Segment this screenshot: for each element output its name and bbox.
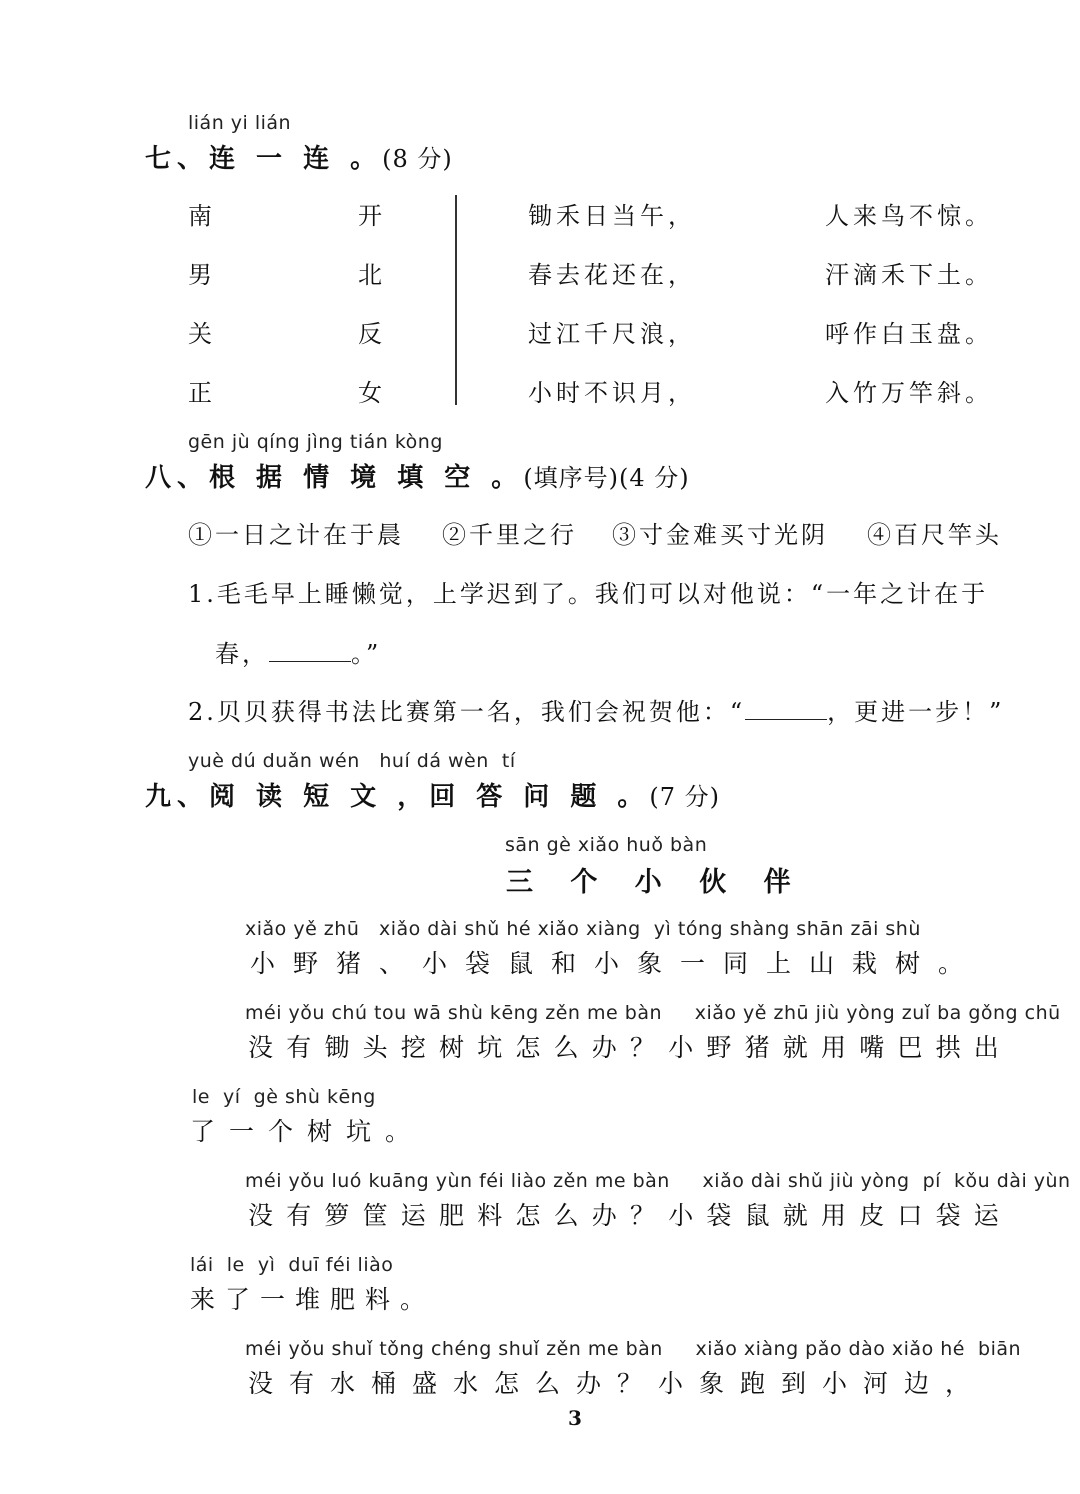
s8-option-4: ④百尺竿头	[867, 521, 1002, 549]
s7-left1-2: 关	[188, 320, 216, 348]
s8-q2-prefix: 2.贝贝获得书法比赛第一名，我们会祝贺他：“	[188, 698, 746, 726]
s8-option-3: ③寸金难买寸光阴	[612, 521, 828, 549]
s7-right1-0: 锄禾日当午，	[528, 202, 696, 230]
s7-score: (8 分)	[382, 145, 453, 173]
story-line-2-pinyin: méi yǒu chú tou wā shù kēng zěn me bàn xiǎo yě zhū jiù yòng zuǐ ba gǒng chū	[245, 1002, 1061, 1024]
s7-left1-0: 南	[188, 202, 216, 230]
story-title-pinyin: sān gè xiǎo huǒ bàn	[505, 834, 708, 856]
s7-right1-2: 过江千尺浪，	[528, 320, 696, 348]
story-title: 三 个 小 伙 伴	[506, 867, 805, 898]
s7-left2-2: 反	[358, 320, 386, 348]
s8-q1-blank[interactable]	[269, 639, 351, 662]
s7-right2-3: 入竹万竿斜。	[825, 379, 993, 407]
story-line-5-text: 来了一堆肥料。	[190, 1285, 436, 1314]
s8-option-1: ①一日之计在于晨	[188, 521, 404, 549]
s8-title: 八、根 据 情 境 填 空 。	[145, 463, 524, 493]
s8-q1-line2	[215, 634, 381, 669]
story-line-5-pinyin: lái le yì duī féi liào	[190, 1254, 394, 1276]
story-line-2-text: 没有锄头挖树坑怎么办？小野猪就用嘴巴拱出	[248, 1033, 1013, 1062]
s8-q1-prefix: 春，	[215, 640, 269, 668]
story-line-4-pinyin: méi yǒu luó kuāng yùn féi liào zěn me bàn xiǎo dài shǔ jiù yòng pí kǒu dài yùn	[245, 1170, 1071, 1192]
story-line-3-pinyin: le yí gè shù kēng	[192, 1086, 376, 1108]
story-line-3-text: 了一个树坑。	[190, 1117, 425, 1146]
s9-pinyin: yuè dú duǎn wén huí dá wèn tí	[188, 750, 516, 772]
s7-left2-3: 女	[358, 379, 386, 407]
s7-title: 七、连 一 连 。	[145, 144, 383, 174]
s7-left1-1: 男	[188, 261, 216, 289]
page-number: 3	[568, 1406, 582, 1430]
s7-divider	[455, 195, 457, 405]
s8-q1-suffix: 。”	[351, 640, 382, 668]
s8-q1-line1: 1.毛毛早上睡懒觉，上学迟到了。我们可以对他说：“一年之计在于	[188, 580, 989, 608]
s8-q2	[188, 692, 1004, 727]
s7-right2-1: 汗滴禾下土。	[825, 261, 993, 289]
s7-right2-2: 呼作白玉盘。	[825, 320, 993, 348]
s7-heading	[145, 138, 453, 175]
s7-right1-3: 小时不识月，	[528, 379, 696, 407]
story-line-6-pinyin: méi yǒu shuǐ tǒng chéng shuǐ zěn me bàn xiǎo xiàng pǎo dào xiǎo hé biān	[245, 1338, 1022, 1360]
s9-title: 九、阅 读 短 文 ，回 答 问 题 。	[145, 782, 650, 812]
story-line-1-text: 小野猪、小袋鼠和小象一同上山栽树。	[250, 949, 982, 978]
story-line-1-pinyin: xiǎo yě zhū xiǎo dài shǔ hé xiǎo xiàng yì tóng shàng shān zāi shù	[245, 918, 921, 940]
s7-left2-0: 开	[358, 202, 386, 230]
s8-option-2: ②千里之行	[442, 521, 577, 549]
s7-left1-3: 正	[188, 379, 216, 407]
s7-right2-0: 人来鸟不惊。	[825, 202, 993, 230]
s8-q2-suffix: ，更进一步！”	[827, 698, 1005, 726]
story-line-6-text: 没有水桶盛水怎么办？小象跑到小河边，	[248, 1369, 987, 1398]
s9-score: (7 分)	[649, 783, 721, 811]
s7-right1-1: 春去花还在，	[528, 261, 696, 289]
s8-score: (填序号)(4 分)	[523, 464, 690, 492]
s7-pinyin: lián yi lián	[188, 112, 292, 134]
story-line-4-text: 没有箩筐运肥料怎么办？小袋鼠就用皮口袋运	[248, 1201, 1013, 1230]
s9-heading	[145, 776, 720, 813]
s8-pinyin: gēn jù qíng jìng tián kòng	[188, 431, 443, 453]
s8-heading	[145, 457, 690, 494]
s7-left2-1: 北	[358, 261, 386, 289]
s8-q2-blank[interactable]	[745, 697, 827, 720]
